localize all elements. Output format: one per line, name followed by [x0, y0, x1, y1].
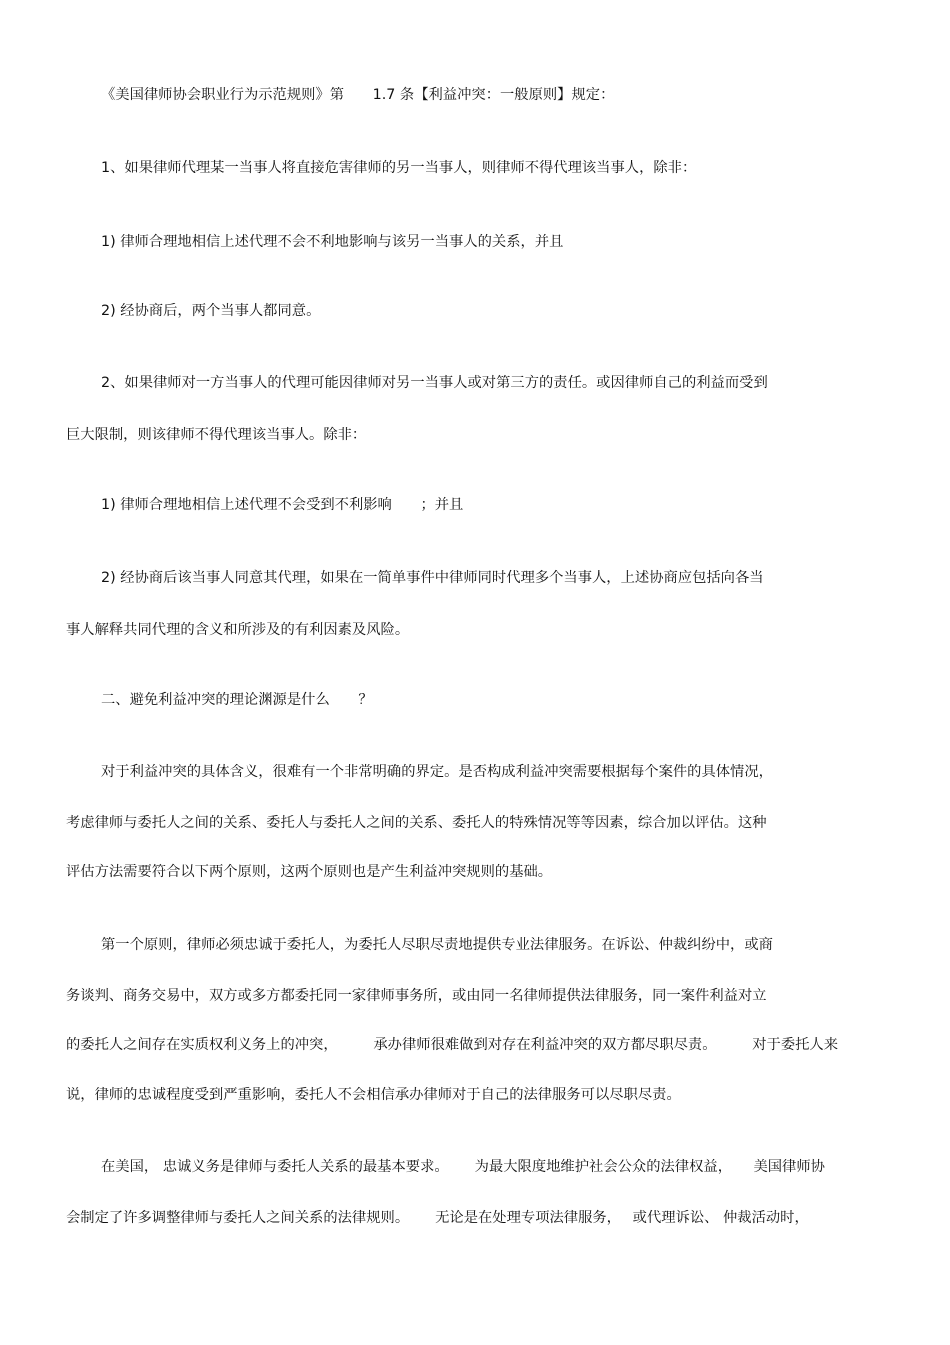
rule-1-item-1: 1) 律师合理地相信上述代理不会不利地影响与该另一当事人的关系，并且	[101, 234, 564, 250]
rule-2-item-2-line: 2) 经协商后该当事人同意其代理，如果在一简单事件中律师同时代理多个当事人，上述协商应包括向各当	[101, 570, 764, 586]
paragraph-line: 的委托人之间存在实质权利义务上的冲突， 承办律师很难做到对存在利益冲突的双方都尽职尽责。 对于委托人来	[66, 1037, 839, 1053]
rule-2-paragraph-line: 巨大限制，则该律师不得代理该当事人。除非：	[66, 427, 367, 443]
paragraph-line: 说，律师的忠诚程度受到严重影响，委托人不会相信承办律师对于自己的法律服务可以尽职尽责。	[66, 1087, 681, 1103]
rule-1-paragraph: 1、如果律师代理某一当事人将直接危害律师的另一当事人，则律师不得代理该当事人，除非：	[101, 160, 697, 176]
rule-2-paragraph-line: 2、如果律师对一方当事人的代理可能因律师对另一当事人或对第三方的责任。或因律师自己的利益而受到	[101, 375, 768, 391]
paragraph-line: 在美国， 忠诚义务是律师与委托人关系的最基本要求。 为最大限度地维护社会公众的法律权益， 美国律师协	[101, 1159, 825, 1175]
paragraph-line: 第一个原则，律师必须忠诚于委托人，为委托人尽职尽责地提供专业法律服务。在诉讼、仲裁纠纷中，或商	[101, 937, 773, 953]
paragraph-line: 对于利益冲突的具体含义，很难有一个非常明确的界定。是否构成利益冲突需要根据每个案件的具体情况，	[101, 764, 773, 780]
rule-2-item-2-line: 事人解释共同代理的含义和所涉及的有利因素及风险。	[66, 622, 410, 638]
paragraph-line: 考虑律师与委托人之间的关系、委托人与委托人之间的关系、委托人的特殊情况等等因素，综合加以评估。这种	[66, 815, 767, 831]
section-heading: 二、避免利益冲突的理论渊源是什么 ？	[101, 692, 373, 708]
paragraph-line: 务谈判、商务交易中，双方或多方都委托同一家律师事务所，或由同一名律师提供法律服务，同一案件利益对立	[66, 988, 767, 1004]
rule-2-item-1: 1) 律师合理地相信上述代理不会受到不利影响 ；并且	[101, 497, 464, 513]
paragraph-line: 评估方法需要符合以下两个原则，这两个原则也是产生利益冲突规则的基础。	[66, 864, 553, 880]
rule-heading: 《美国律师协会职业行为示范规则》第 1.7 条【利益冲突：一般原则】规定：	[101, 87, 615, 103]
paragraph-line: 会制定了许多调整律师与委托人之间关系的法律规则。 无论是在处理专项法律服务， 或代理诉讼、 仲裁活动时，	[66, 1210, 809, 1226]
rule-1-item-2: 2) 经协商后，两个当事人都同意。	[101, 303, 321, 319]
